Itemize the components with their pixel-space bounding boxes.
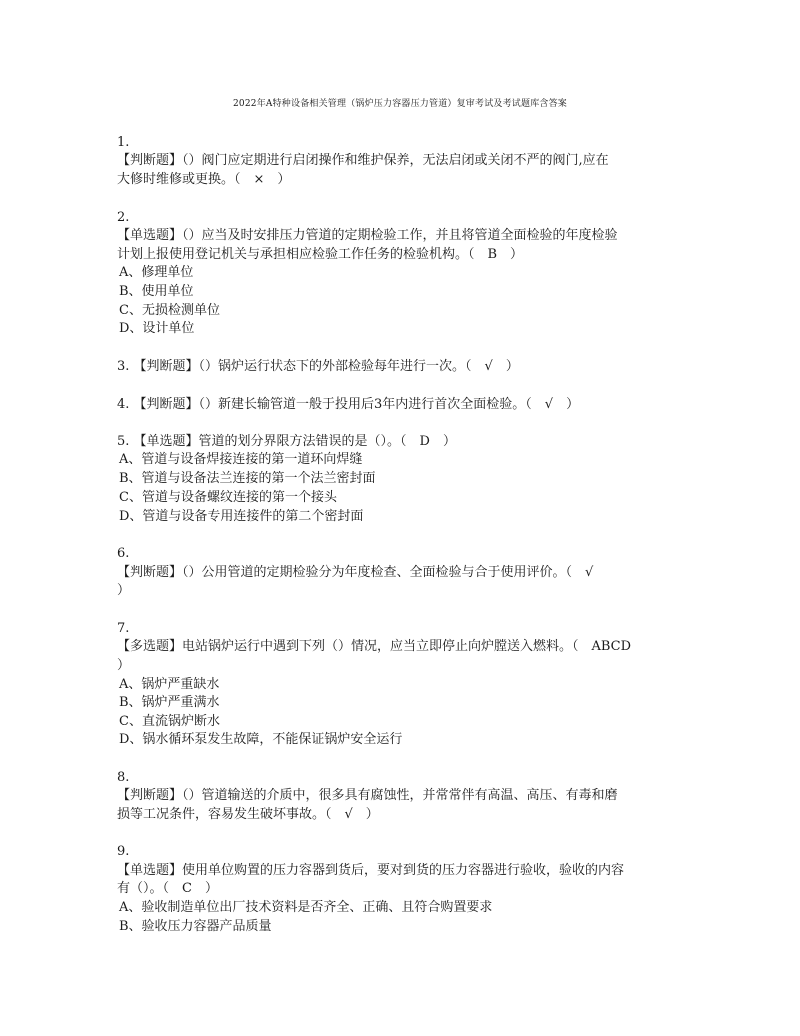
question-9-option-a: A、验收制造单位出厂技术资料是否齐全、正确、且符合购置要求 bbox=[119, 900, 493, 915]
question-7-text-line-2: ） bbox=[117, 658, 131, 673]
question-7-option-d: D、锅水循环泵发生故障，不能保证锅炉安全运行 bbox=[119, 732, 403, 747]
question-6-text-line-1: 【判断题】（）公用管道的定期检验分为年度检查、全面检验与合于使用评价。（ √ bbox=[117, 565, 594, 580]
question-3-text: 3. 【判断题】（）锅炉运行状态下的外部检验每年进行一次。（ √ ） bbox=[117, 359, 519, 374]
question-2-option-d: D、设计单位 bbox=[119, 321, 195, 336]
question-2-text-line-1: 【单选题】（）应当及时安排压力管道的定期检验工作，并且将管道全面检验的年度检验 bbox=[117, 228, 618, 243]
question-7-number: 7. bbox=[117, 621, 130, 636]
question-1-number: 1. bbox=[117, 135, 130, 150]
question-9-option-b: B、验收压力容器产品质量 bbox=[119, 919, 272, 934]
question-6-text-line-2: ） bbox=[117, 583, 131, 598]
question-9-number: 9. bbox=[117, 844, 130, 859]
question-7-option-b: B、锅炉严重满水 bbox=[119, 695, 220, 710]
question-9-text-line-1: 【单选题】使用单位购置的压力容器到货后，要对到货的压力容器进行验收，验收的内容 bbox=[117, 863, 625, 878]
question-2-number: 2. bbox=[117, 210, 130, 225]
document-title: 2022年A特种设备相关管理（锅炉压力容器压力管道）复审考试及考试题库含答案 bbox=[232, 99, 567, 109]
question-7-text-line-1: 【多选题】电站锅炉运行中遇到下列（）情况，应当立即停止向炉膛送入燃料。（ ABCD bbox=[117, 639, 632, 654]
question-9-text-line-2: 有（）。（ C ） bbox=[117, 881, 218, 896]
question-5-text: 5. 【单选题】管道的划分界限方法错误的是（）。（ D ） bbox=[117, 434, 456, 449]
question-1-text-line-1: 【判断题】（）阀门应定期进行启闭操作和维护保养，无法启闭或关闭不严的阀门,应在 bbox=[117, 153, 609, 168]
question-6-number: 6. bbox=[117, 546, 130, 561]
question-2-option-c: C、无损检测单位 bbox=[119, 303, 220, 318]
question-4-text: 4. 【判断题】（）新建长输管道一般于投用后3年内进行首次全面检验。（ √ ） bbox=[117, 397, 580, 412]
question-2-text-line-2: 计划上报使用登记机关与承担相应检验工作任务的检验机构。（ B ） bbox=[117, 247, 524, 262]
question-7-option-c: C、直流锅炉断水 bbox=[119, 714, 220, 729]
question-5-option-c: C、管道与设备螺纹连接的第一个接头 bbox=[119, 490, 337, 505]
question-2-option-a: A、修理单位 bbox=[119, 265, 194, 280]
question-5-option-b: B、管道与设备法兰连接的第一个法兰密封面 bbox=[119, 471, 376, 486]
question-8-text-line-1: 【判断题】（）管道输送的介质中，很多具有腐蚀性，并常常伴有高温、高压、有毒和磨 bbox=[117, 788, 618, 803]
question-2-option-b: B、使用单位 bbox=[119, 284, 194, 299]
question-1-text-line-2: 大修时维修或更换。（ × ） bbox=[117, 172, 291, 187]
question-8-text-line-2: 损等工况条件，容易发生破坏事故。（ √ ） bbox=[117, 807, 379, 822]
question-5-option-a: A、管道与设备焊接连接的第一道环向焊缝 bbox=[119, 452, 363, 467]
question-7-option-a: A、锅炉严重缺水 bbox=[119, 677, 220, 692]
question-8-number: 8. bbox=[117, 770, 130, 785]
question-5-option-d: D、管道与设备专用连接件的第二个密封面 bbox=[119, 509, 364, 524]
